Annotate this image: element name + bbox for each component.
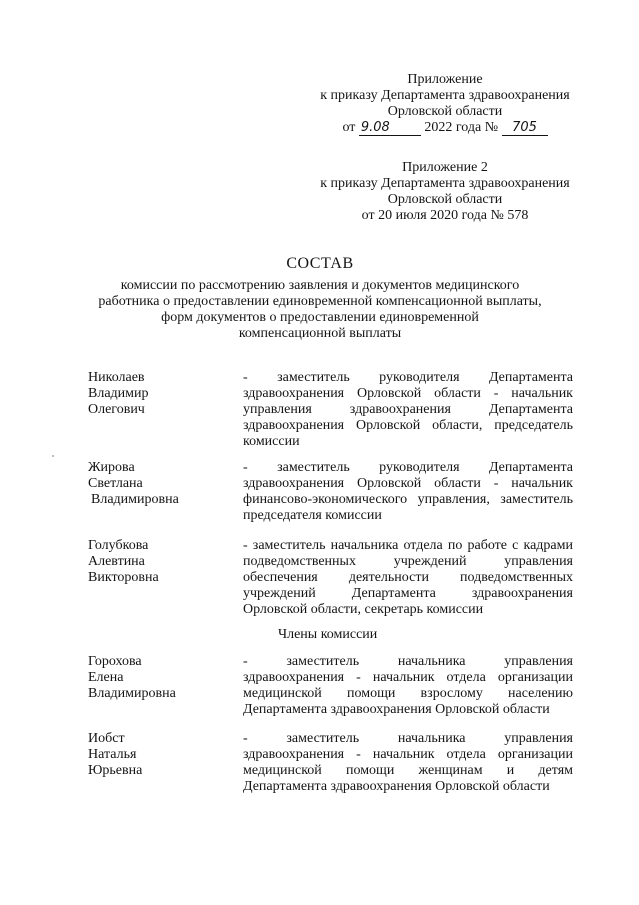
role-line: - заместитель начальника управления	[243, 731, 573, 746]
role-line: - заместитель руководителя Департамента	[243, 460, 573, 475]
role-line: здравоохранения Орловской области - начальник	[243, 476, 573, 491]
appendix-1-header	[300, 72, 590, 136]
subtitle-line: комиссии по рассмотрению заявления и документов медицинского	[120, 278, 520, 293]
appendix-2-header	[300, 160, 590, 224]
role-line: Орловской области, секретарь комиссии	[243, 602, 484, 617]
member-first-name: Алевтина	[88, 554, 145, 569]
role-line: медицинской помощи женщинам и детям	[243, 763, 573, 778]
subtitle-line: форм документов о предоставлении единовременной	[161, 310, 479, 325]
member-surname: Иобст	[88, 731, 125, 746]
scan-speck	[52, 455, 54, 457]
member-name	[88, 538, 228, 586]
members-heading: Члены комиссии	[278, 627, 378, 642]
member-patronymic: Владимировна	[88, 686, 176, 701]
role-line: обеспечения деятельности подведомственных	[243, 570, 573, 585]
member-name	[88, 731, 228, 779]
member-role	[243, 654, 573, 718]
role-line: - заместитель начальника отдела по работе с кадрами	[243, 538, 573, 553]
role-line: комиссии	[243, 434, 300, 449]
appendix-2-line4: от 20 июля 2020 года № 578	[361, 208, 529, 223]
member-name	[88, 370, 228, 418]
role-line: медицинской помощи взрослому населению	[243, 686, 573, 701]
role-line: здравоохранения Орловской области, председатель	[243, 418, 573, 433]
document-title-block	[60, 256, 580, 342]
member-patronymic: Юрьевна	[88, 763, 143, 778]
date-prefix: от	[342, 120, 356, 135]
member-role	[243, 460, 573, 524]
member-patronymic: Олегович	[88, 402, 145, 417]
member-surname: Николаев	[88, 370, 145, 385]
appendix-2-line2: к приказу Департамента здравоохранения	[320, 176, 570, 191]
subtitle-line: работника о предоставлении единовременной компенсационной выплаты,	[98, 294, 542, 309]
appendix-1-line1: Приложение	[407, 72, 483, 87]
member-first-name: Елена	[88, 670, 124, 685]
role-line: подведомственных учреждений управления	[243, 554, 573, 569]
member-first-name: Владимир	[88, 386, 149, 401]
appendix-2-line1: Приложение 2	[402, 160, 488, 175]
role-line: учреждений Департамента здравоохранения	[243, 586, 573, 601]
handwritten-order-number: 705	[502, 121, 548, 136]
role-line: председателя комиссии	[243, 508, 382, 523]
document-title: СОСТАВ	[286, 255, 354, 272]
member-name	[88, 654, 228, 702]
date-suffix: 2022 года №	[424, 120, 499, 135]
role-line: Департамента здравоохранения Орловской области	[243, 702, 550, 717]
member-surname: Горохова	[88, 654, 142, 669]
appendix-1-date-line	[300, 120, 590, 136]
handwritten-date: 9.08	[359, 121, 421, 136]
member-role	[243, 731, 573, 795]
appendix-1-line3: Орловской области	[387, 104, 503, 119]
role-line: здравоохранения - начальник отдела организации	[243, 747, 573, 762]
role-line: Департамента здравоохранения Орловской области	[243, 779, 550, 794]
role-line: здравоохранения Орловской области - начальник	[243, 386, 573, 401]
appendix-1-line2: к приказу Департамента здравоохранения	[320, 88, 570, 103]
member-role	[243, 370, 573, 450]
document-subtitle	[60, 278, 580, 342]
member-role	[243, 538, 573, 618]
member-patronymic: Викторовна	[88, 570, 159, 585]
member-first-name: Наталья	[88, 747, 137, 762]
role-line: управления здравоохранения Департамента	[243, 402, 573, 417]
role-line: - заместитель начальника управления	[243, 654, 573, 669]
member-surname: Жирова	[88, 460, 135, 475]
member-name	[88, 460, 228, 508]
role-line: здравоохранения - начальник отдела организации	[243, 670, 573, 685]
appendix-2-line3: Орловской области	[387, 192, 503, 207]
subtitle-line: компенсационной выплаты	[238, 326, 402, 341]
member-surname: Голубкова	[88, 538, 149, 553]
member-first-name: Светлана	[88, 476, 143, 491]
member-patronymic: Владимировна	[91, 492, 179, 507]
role-line: финансово-экономического управления, заместитель	[243, 492, 573, 507]
role-line: - заместитель руководителя Департамента	[243, 370, 573, 385]
